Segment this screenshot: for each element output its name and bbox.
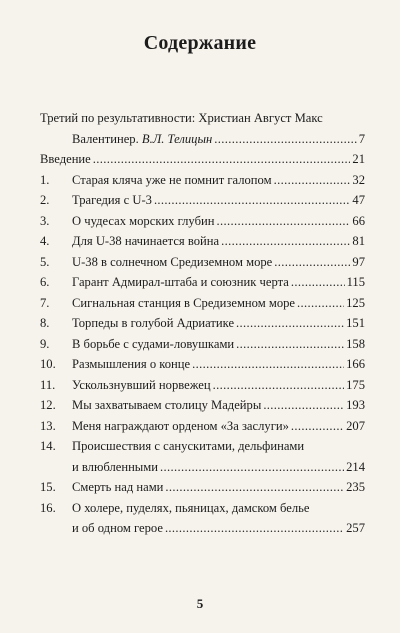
toc-page-number: 151 [346,316,365,330]
chapter-number: 2. [40,193,50,207]
toc-entry [40,190,365,211]
toc-entry-text: Ускользнувший норвежец [72,377,211,392]
leader-dots [291,416,344,437]
toc-page-number: 97 [352,254,365,269]
toc-page-number: 115 [346,275,365,289]
chapter-number: 5. [40,254,50,269]
toc-entry-text: О чудесах морских глубин [72,213,215,228]
page-number: 5 [196,596,204,611]
leader-dots [221,231,350,252]
toc-entry-text: Гарант Адмирал-штаба и союзник черта [72,275,289,289]
foreword-line2: Валентинер. В.Л. Телицын [72,131,213,146]
toc-entry-intro [40,149,365,170]
chapter-number: 11. [40,377,56,392]
leader-dots [154,190,350,211]
toc-entry [40,170,365,191]
toc-entry-text-continued: и влюбленными [72,459,158,474]
chapter-number: 7. [40,295,50,310]
toc-page-number: 81 [352,234,365,248]
toc-page-number: 158 [346,336,365,351]
page-title: Содержание [143,32,257,54]
chapter-number: 12. [40,398,56,412]
chapter-number: 8. [40,316,50,330]
toc-entry [40,211,365,232]
toc-entry-text: Введение [40,152,91,166]
toc-entry-text: Для U-38 начинается война [72,234,220,248]
leader-dots [160,457,344,478]
toc-entry [40,293,365,314]
toc-entry [40,231,365,252]
toc-page-number: 125 [346,295,365,310]
leader-dots [165,477,344,498]
toc-entry [40,252,365,273]
toc-entry [40,477,365,498]
leader-dots [192,354,344,375]
toc-page-number: 66 [352,213,365,228]
toc-entry-text: Меня награждают орденом «За заслуги» [72,418,289,433]
toc-entry-text: U-38 в солнечном Средиземном море [72,254,273,269]
table-of-contents [40,108,365,539]
toc-entry-text: Торпеды в голубой Адриатике [72,316,235,330]
toc-entry [40,498,365,539]
toc-page-number: 235 [346,480,365,494]
leader-dots [213,375,345,396]
toc-entry-text-continued: и об одном герое [72,521,163,535]
leader-dots [274,252,350,273]
chapter-number: 6. [40,275,50,289]
toc-entry-text: Размышления о конце [72,357,191,371]
toc-entry [40,272,365,293]
foreword-author: В.Л. Телицын [141,131,213,146]
toc-entry [40,354,365,375]
chapter-number: 16. [40,500,56,515]
toc-page-number: 207 [346,418,365,433]
toc-entry [40,313,365,334]
toc-page-number: 166 [346,357,365,371]
toc-entry [40,436,365,477]
toc-entry-text: Сигнальная станция в Средиземном море [72,295,296,310]
leader-dots [93,149,351,170]
toc-page-number: 257 [346,521,365,535]
leader-dots [263,395,344,416]
leader-dots [214,129,356,150]
toc-page-number: 193 [346,398,365,412]
toc-entry-text: Смерть над нами [72,480,164,494]
leader-dots [297,293,344,314]
chapter-number: 1. [40,172,50,187]
chapter-number: 10. [40,357,56,371]
toc-page-number: 175 [346,377,365,392]
toc-page-number: 47 [352,193,365,207]
leader-dots [291,272,345,293]
leader-dots [165,518,344,539]
toc-page-number: 21 [352,152,365,166]
toc-entry [40,416,365,437]
toc-entry-foreword [40,108,365,149]
toc-entry-text: Происшествия с санускитами, дельфинами [72,439,305,453]
toc-entry [40,395,365,416]
toc-page-number: 214 [346,459,365,474]
toc-page-number: 32 [352,172,365,187]
chapter-number: 3. [40,213,50,228]
leader-dots [236,313,344,334]
leader-dots [236,334,344,355]
chapter-number: 9. [40,336,50,351]
toc-entry-text: О холере, пуделях, пьяницах, дамском белье [72,500,310,515]
chapter-number: 15. [40,480,56,494]
foreword-line1: Третий по результативности: Христиан Август Макс [40,111,323,125]
leader-dots [216,211,350,232]
toc-page-number: 7 [358,131,365,146]
chapter-number: 13. [40,418,56,433]
chapter-number: 4. [40,234,50,248]
toc-entry-text: Старая кляча уже не помнит галопом [72,172,272,187]
toc-entry-text: Трагедия с U-3 [72,193,152,207]
toc-entry [40,334,365,355]
toc-entry-text: Мы захватываем столицу Мадейры [72,398,262,412]
chapter-number: 14. [40,439,56,453]
toc-entry-text: В борьбе с судами-ловушками [72,336,235,351]
toc-entry [40,375,365,396]
leader-dots [274,170,351,191]
